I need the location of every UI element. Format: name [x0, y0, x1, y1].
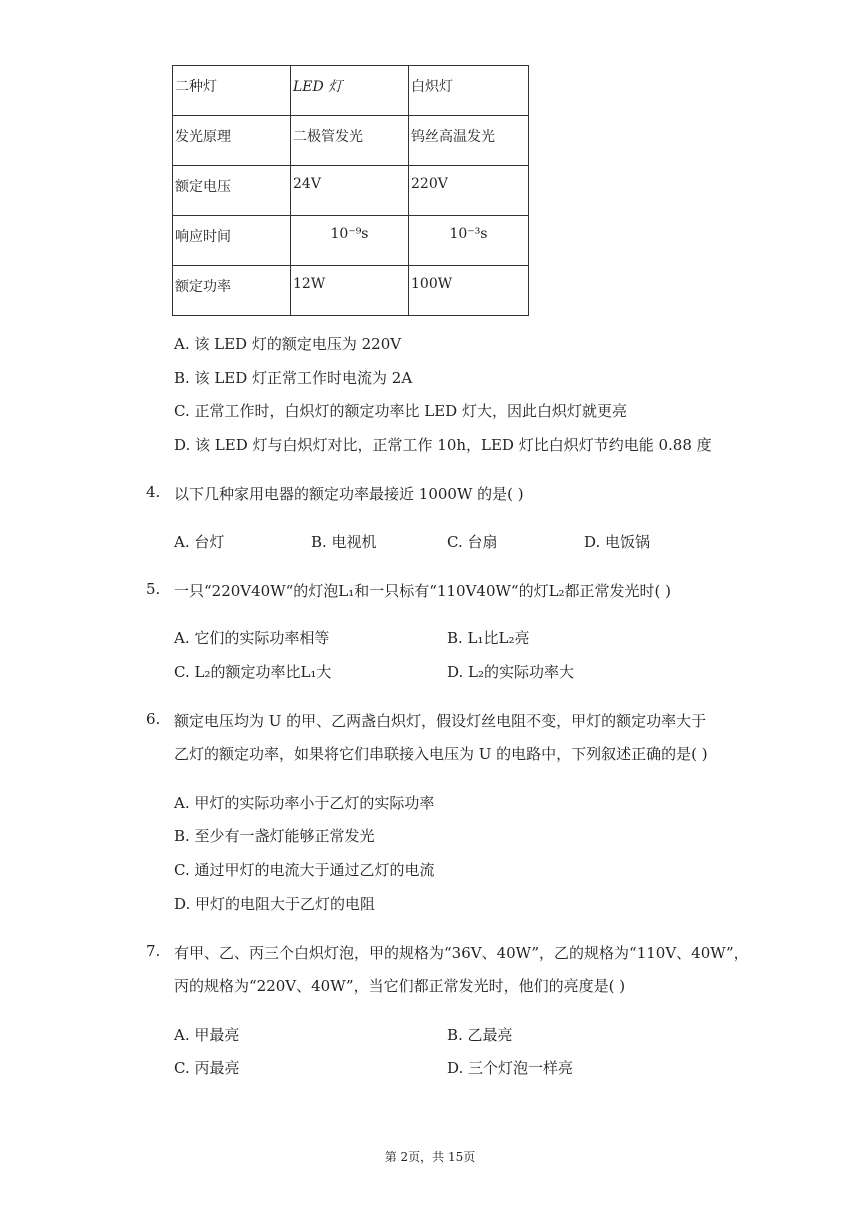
- table-cell: 响应时间: [173, 216, 291, 266]
- table-cell: 二种灯: [173, 66, 291, 116]
- q5-option-b: B. L₁比L₂亮: [447, 629, 530, 647]
- q5-option-c: C. L₂的额定功率比L₁大: [174, 663, 332, 681]
- q3-option-d: D. 该 LED 灯与白炽灯对比，正常工作 10h，LED 灯比白炽灯节约电能 0.88 度: [174, 436, 712, 454]
- q6-option-d: D. 甲灯的电阻大于乙灯的电阻: [174, 895, 376, 913]
- q6-option-a: A. 甲灯的实际功率小于乙灯的实际功率: [174, 794, 435, 812]
- q4-option-b: B. 电视机: [311, 533, 377, 551]
- question-text-line2: 丙的规格为“220V、40W”，当它们都正常发光时，他们的亮度是( ): [174, 977, 626, 995]
- table-row: [173, 116, 529, 166]
- table-cell: LED 灯: [291, 66, 409, 116]
- table-row: [173, 216, 529, 266]
- question-number: 7.: [146, 942, 161, 960]
- table-row: [173, 166, 529, 216]
- q3-option-a: A. 该 LED 灯的额定电压为 220V: [174, 335, 402, 353]
- table-cell: 12W: [291, 266, 409, 316]
- table-cell: 白炽灯: [409, 66, 529, 116]
- table-cell: 发光原理: [173, 116, 291, 166]
- q6-option-c: C. 通过甲灯的电流大于通过乙灯的电流: [174, 861, 435, 879]
- question-number: 6.: [146, 710, 161, 728]
- q3-option-c: C. 正常工作时，白炽灯的额定功率比 LED 灯大，因此白炽灯就更亮: [174, 402, 627, 420]
- q7-option-a: A. 甲最亮: [174, 1026, 240, 1044]
- table-cell: 额定电压: [173, 166, 291, 216]
- question-number: 5.: [146, 580, 161, 598]
- q7-option-b: B. 乙最亮: [447, 1026, 513, 1044]
- q5-option-a: A. 它们的实际功率相等: [174, 629, 330, 647]
- question-text-line1: 额定电压均为 U 的甲、乙两盏白炽灯，假设灯丝电阻不变，甲灯的额定功率大于: [174, 712, 707, 730]
- table-row: [173, 66, 529, 116]
- table-cell: 额定功率: [173, 266, 291, 316]
- q4-option-c: C. 台扇: [447, 533, 498, 551]
- table-cell: 钨丝高温发光: [409, 116, 529, 166]
- q4-option-d: D. 电饭锅: [584, 533, 651, 551]
- question-text: 一只“220V40W“的灯泡L₁和一只标有“110V40W“的灯L₂都正常发光时( ): [174, 582, 672, 600]
- q4-option-a: A. 台灯: [174, 533, 225, 551]
- q3-option-b: B. 该 LED 灯正常工作时电流为 2A: [174, 369, 413, 387]
- table-cell: 100W: [409, 266, 529, 316]
- table-cell: 10⁻⁹s: [291, 216, 409, 266]
- q7-option-d: D. 三个灯泡一样亮: [447, 1059, 574, 1077]
- question-text-line1: 有甲、乙、丙三个白炽灯泡，甲的规格为“36V、40W”，乙的规格为“110V、40W”，: [174, 944, 749, 962]
- table-cell: 220V: [409, 166, 529, 216]
- q6-option-b: B. 至少有一盏灯能够正常发光: [174, 827, 375, 845]
- spec-table: [172, 65, 529, 316]
- question-text-line2: 乙灯的额定功率，如果将它们串联接入电压为 U 的电路中，下列叙述正确的是( ): [174, 745, 708, 763]
- question-number: 4.: [146, 483, 161, 501]
- q5-option-d: D. L₂的实际功率大: [447, 663, 575, 681]
- question-text: 以下几种家用电器的额定功率最接近 1000W 的是( ): [174, 485, 524, 503]
- table-cell: 10⁻³s: [409, 216, 529, 266]
- page-footer: 第 2页，共 15页: [384, 1150, 476, 1164]
- table-cell: 24V: [291, 166, 409, 216]
- table-cell: 二极管发光: [291, 116, 409, 166]
- table-row: [173, 266, 529, 316]
- q7-option-c: C. 丙最亮: [174, 1059, 240, 1077]
